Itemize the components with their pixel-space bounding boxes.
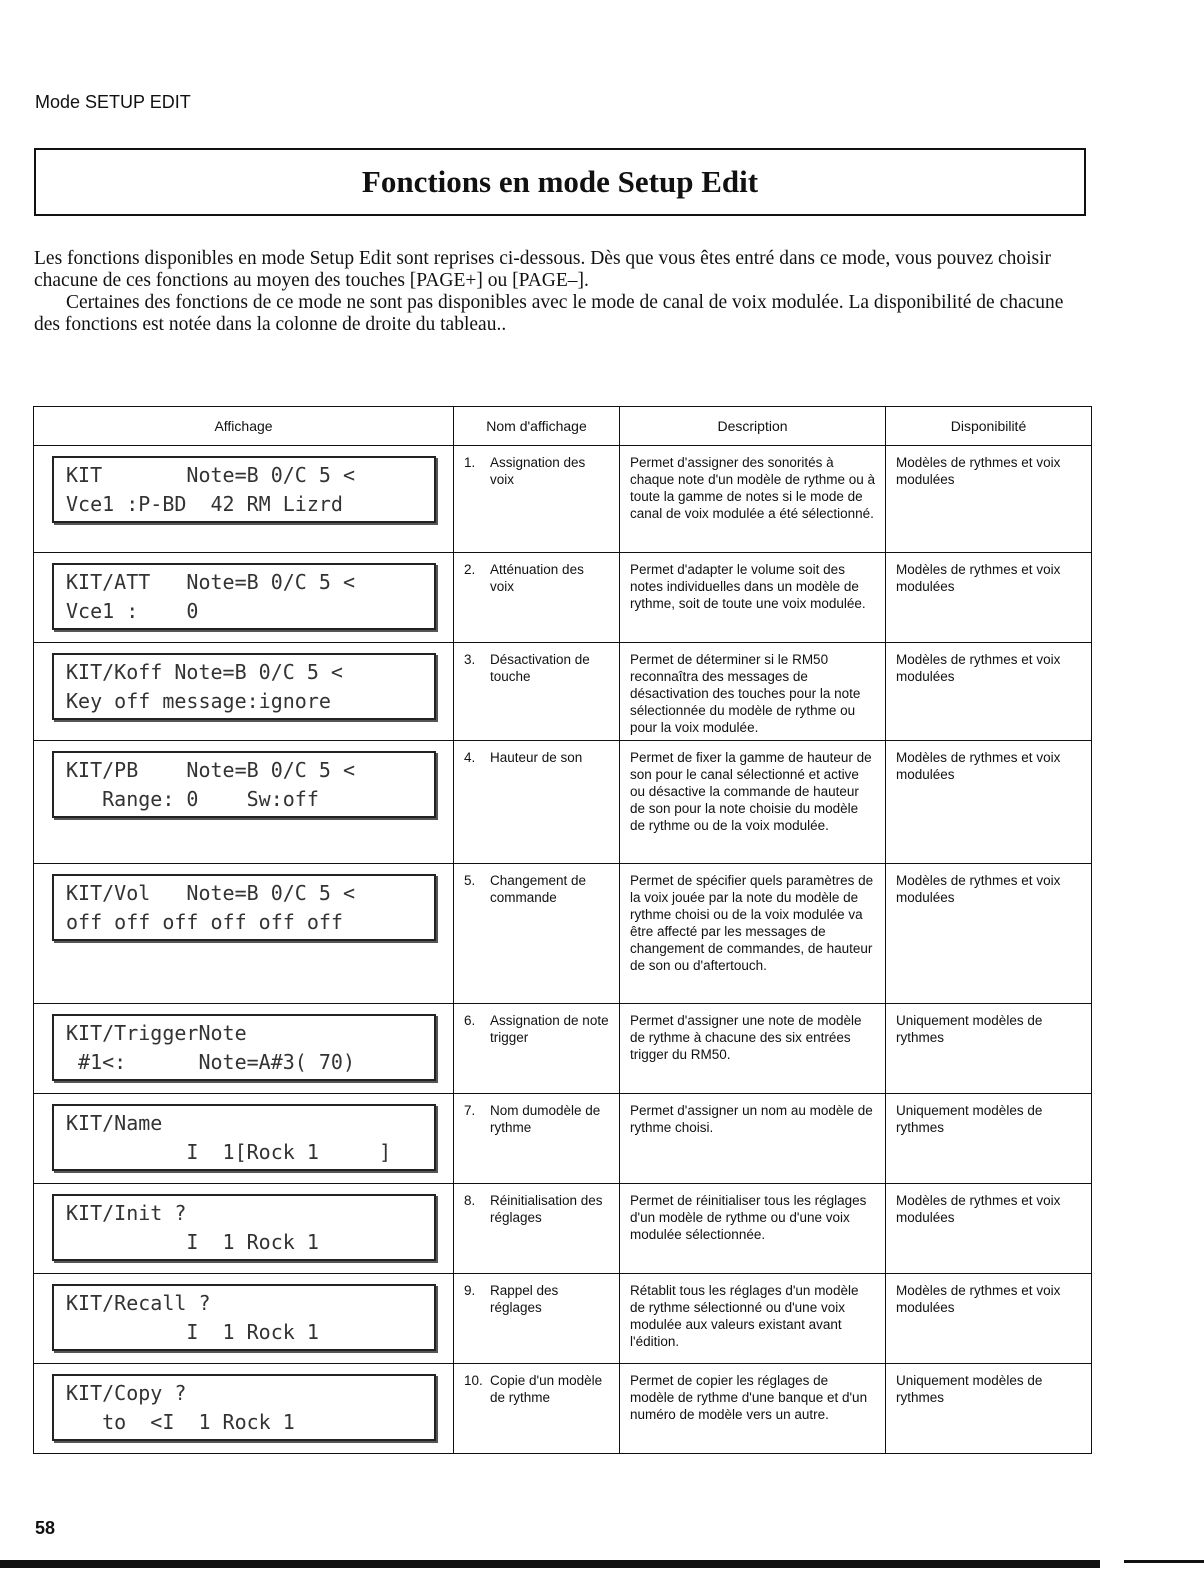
availability-cell: Modèles de rythmes et voix modulées bbox=[886, 1274, 1092, 1364]
table-row bbox=[34, 864, 1092, 1004]
lcd-line-1: KIT/TriggerNote bbox=[66, 1021, 247, 1045]
display-cell bbox=[34, 864, 454, 1004]
name-cell bbox=[454, 1184, 620, 1274]
lcd-line-2: Vce1 :P-BD 42 RM Lizrd bbox=[66, 492, 343, 516]
name-cell bbox=[454, 741, 620, 864]
page-title: Fonctions en mode Setup Edit bbox=[361, 164, 759, 199]
function-name: Rappel des réglages bbox=[490, 1283, 559, 1315]
availability-cell: Modèles de rythmes et voix modulées bbox=[886, 446, 1092, 553]
function-name: Hauteur de son bbox=[490, 750, 583, 765]
intro-paragraph-2: Certaines des fonctions de ce mode ne sont pas disponibles avec le mode de canal de voix modulée. La disponibilité de chacune des fonctions est notée dans la colonne de droite du tableau.. bbox=[34, 292, 1064, 335]
lcd-display bbox=[52, 1014, 436, 1081]
display-cell bbox=[34, 1004, 454, 1094]
table-row bbox=[34, 553, 1092, 643]
lcd-line-1: KIT Note=B 0/C 5 < bbox=[66, 463, 355, 487]
lcd-display bbox=[52, 653, 436, 720]
footer-rule-short bbox=[1124, 1560, 1204, 1563]
function-number: 9. bbox=[464, 1283, 476, 1298]
display-cell bbox=[34, 1364, 454, 1454]
description-cell: Permet d'adapter le volume soit des notes individuelles dans un modèle de rythme, soit de toute une voix modulée. bbox=[620, 553, 886, 643]
display-cell bbox=[34, 643, 454, 741]
table-row bbox=[34, 741, 1092, 864]
name-cell bbox=[454, 553, 620, 643]
lcd-display bbox=[52, 1374, 436, 1441]
display-cell bbox=[34, 1184, 454, 1274]
lcd-line-2: Range: 0 Sw:off bbox=[66, 787, 319, 811]
lcd-line-2: Vce1 : 0 bbox=[66, 599, 199, 623]
description-cell: Permet de copier les réglages de modèle de rythme d'une banque et d'un numéro de modèle vers un autre. bbox=[620, 1364, 886, 1454]
col-header-availability: Disponibilité bbox=[886, 407, 1092, 446]
footer-rule bbox=[0, 1560, 1100, 1568]
display-cell bbox=[34, 553, 454, 643]
title-box bbox=[34, 148, 1086, 216]
lcd-line-2: I 1[Rock 1 ] bbox=[66, 1140, 392, 1164]
lcd-line-1: KIT/Init ? bbox=[66, 1201, 187, 1225]
table-row bbox=[34, 1094, 1092, 1184]
table-row bbox=[34, 643, 1092, 741]
function-name: Désactivation de touche bbox=[490, 652, 590, 684]
description-cell: Permet d'assigner des sonorités à chaque note d'un modèle de rythme ou à toute la gamme de notes si le mode de canal de voix modulée a été sélectionné. bbox=[620, 446, 886, 553]
function-number: 3. bbox=[464, 652, 476, 667]
lcd-display bbox=[52, 563, 436, 630]
lcd-display bbox=[52, 1194, 436, 1261]
section-label: Mode SETUP EDIT bbox=[35, 92, 191, 112]
function-number: 4. bbox=[464, 750, 476, 765]
name-cell bbox=[454, 643, 620, 741]
availability-cell: Uniquement modèles de rythmes bbox=[886, 1364, 1092, 1454]
function-number: 1. bbox=[464, 455, 476, 470]
function-number: 7. bbox=[464, 1103, 476, 1118]
name-cell bbox=[454, 446, 620, 553]
function-name: Atténuation des voix bbox=[490, 562, 584, 594]
lcd-display bbox=[52, 1284, 436, 1351]
lcd-line-2: off off off off off off bbox=[66, 910, 343, 934]
description-cell: Permet de fixer la gamme de hauteur de son pour le canal sélectionné et active ou désactive la commande de hauteur de son pour la note choisie du modèle de rythme ou de la voix modulée. bbox=[620, 741, 886, 864]
name-cell bbox=[454, 1274, 620, 1364]
name-cell bbox=[454, 1364, 620, 1454]
table-header-row bbox=[34, 407, 1092, 446]
lcd-display bbox=[52, 751, 436, 818]
function-number: 10. bbox=[464, 1373, 483, 1388]
lcd-line-1: KIT/Koff Note=B 0/C 5 < bbox=[66, 660, 343, 684]
function-name: Changement de commande bbox=[490, 873, 587, 905]
lcd-line-1: KIT/ATT Note=B 0/C 5 < bbox=[66, 570, 355, 594]
lcd-line-1: KIT/PB Note=B 0/C 5 < bbox=[66, 758, 355, 782]
lcd-line-1: KIT/Vol Note=B 0/C 5 < bbox=[66, 881, 355, 905]
description-cell: Permet d'assigner un nom au modèle de rythme choisi. bbox=[620, 1094, 886, 1184]
availability-cell: Modèles de rythmes et voix modulées bbox=[886, 553, 1092, 643]
function-number: 2. bbox=[464, 562, 476, 577]
function-name: Nom dumodèle de rythme bbox=[490, 1103, 601, 1135]
intro-paragraph-1: Les fonctions disponibles en mode Setup Edit sont reprises ci-dessous. Dès que vous êtes entré dans ce mode, vous pouvez choisir chacune de ces fonctions au moyen des touches [PAGE+] ou [PAGE–]. bbox=[34, 248, 1052, 291]
availability-cell: Modèles de rythmes et voix modulées bbox=[886, 643, 1092, 741]
function-name: Copie d'un modèle de rythme bbox=[490, 1373, 603, 1405]
table-row bbox=[34, 1274, 1092, 1364]
description-cell: Permet de déterminer si le RM50 reconnaîtra des messages de désactivation des touches pour la note sélectionnée du modèle de rythme ou pour la voix modulée. bbox=[620, 643, 886, 741]
lcd-line-2: to <I 1 Rock 1 bbox=[66, 1410, 295, 1434]
page-number: 58 bbox=[35, 1518, 56, 1538]
availability-cell: Uniquement modèles de rythmes bbox=[886, 1004, 1092, 1094]
function-name: Assignation des voix bbox=[490, 455, 586, 487]
description-cell: Permet d'assigner une note de modèle de rythme à chacune des six entrées trigger du RM50. bbox=[620, 1004, 886, 1094]
lcd-line-2: I 1 Rock 1 bbox=[66, 1320, 319, 1344]
lcd-line-1: KIT/Name bbox=[66, 1111, 163, 1135]
lcd-line-2: #1<: Note=A#3( 70) bbox=[66, 1050, 355, 1074]
function-number: 8. bbox=[464, 1193, 476, 1208]
lcd-line-2: I 1 Rock 1 bbox=[66, 1230, 319, 1254]
functions-table bbox=[33, 406, 1092, 1454]
availability-cell: Modèles de rythmes et voix modulées bbox=[886, 1184, 1092, 1274]
table-row bbox=[34, 1364, 1092, 1454]
description-cell: Permet de spécifier quels paramètres de la voix jouée par la note du modèle de rythme choisi ou de la voix modulée va être affecté par les messages de changement de commandes, de hauteur de son ou d'aftertouch. bbox=[620, 864, 886, 1004]
lcd-display bbox=[52, 1104, 436, 1171]
table-row bbox=[34, 1004, 1092, 1094]
availability-cell: Uniquement modèles de rythmes bbox=[886, 1094, 1092, 1184]
description-cell: Rétablit tous les réglages d'un modèle de rythme sélectionné ou d'une voix modulée aux valeurs existant avant l'édition. bbox=[620, 1274, 886, 1364]
function-number: 6. bbox=[464, 1013, 476, 1028]
lcd-line-1: KIT/Copy ? bbox=[66, 1381, 187, 1405]
display-cell bbox=[34, 1094, 454, 1184]
col-header-display: Affichage bbox=[34, 407, 454, 446]
function-name: Assignation de note trigger bbox=[490, 1013, 609, 1045]
lcd-display bbox=[52, 456, 436, 523]
availability-cell: Modèles de rythmes et voix modulées bbox=[886, 741, 1092, 864]
description-cell: Permet de réinitialiser tous les réglages d'un modèle de rythme ou d'une voix modulée sélectionnée. bbox=[620, 1184, 886, 1274]
lcd-display bbox=[52, 874, 436, 941]
col-header-name: Nom d'affichage bbox=[454, 407, 620, 446]
display-cell bbox=[34, 1274, 454, 1364]
name-cell bbox=[454, 1094, 620, 1184]
function-name: Réinitialisation des réglages bbox=[490, 1193, 603, 1225]
availability-cell: Modèles de rythmes et voix modulées bbox=[886, 864, 1092, 1004]
col-header-description: Description bbox=[620, 407, 886, 446]
lcd-line-1: KIT/Recall ? bbox=[66, 1291, 211, 1315]
table-row bbox=[34, 446, 1092, 553]
intro-text bbox=[34, 248, 1094, 336]
display-cell bbox=[34, 741, 454, 864]
name-cell bbox=[454, 864, 620, 1004]
name-cell bbox=[454, 1004, 620, 1094]
function-number: 5. bbox=[464, 873, 476, 888]
display-cell bbox=[34, 446, 454, 553]
lcd-line-2: Key off message:ignore bbox=[66, 689, 331, 713]
table-row bbox=[34, 1184, 1092, 1274]
